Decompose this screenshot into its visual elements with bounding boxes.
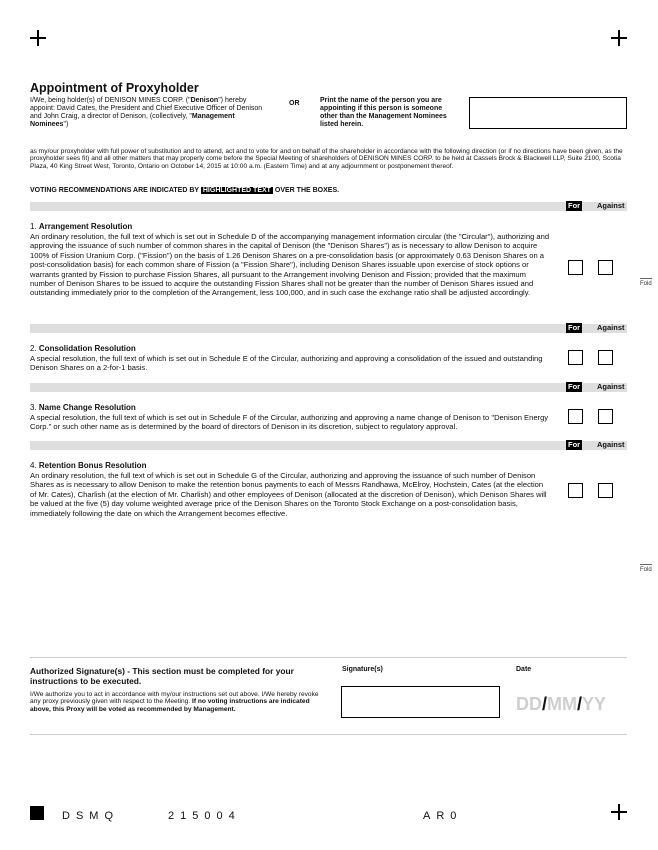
for-label: For [568, 323, 581, 332]
resolution-text: An ordinary resolution, the full text of which is set out in Schedule G of the Circular, authorizing and approving the issuance of such number of Denison Shares as is necessary to allow Denison to make the retention bonus payments to each of Messrs Randhawa, McElroy, Hochstein, Cates (at the election of Mr. Cates), Charlish (at the election of Mr. Charlish) and other employees of Denison (allocated at the discretion of Denison), which Denison Shares will be valued at the five (5) day volume weighted average price of the Denison Shares on the Toronto Stock Exchange on a post-consolidation basis, immediately following the date on which the Arrangement becomes effective. [30, 471, 547, 518]
print-name-instruction: Print the name of the person you are appointing if this person is someone other than the Management Nominees listed herein. [320, 97, 447, 128]
date-day-placeholder: DD [516, 694, 542, 714]
resolution-header-bar [30, 441, 627, 450]
registration-square [30, 806, 44, 820]
resolution-2-for-checkbox[interactable] [568, 350, 583, 365]
voting-recommendations-note: VOTING RECOMMENDATIONS ARE INDICATED BY HIGHLIGHTED TEXT OVER THE BOXES. [30, 187, 340, 194]
resolution-header-bar [30, 324, 627, 333]
or-label: OR [289, 100, 300, 107]
resolution-1-against-checkbox[interactable] [598, 260, 613, 275]
date-month-placeholder: MM [547, 694, 578, 714]
date-label: Date [516, 666, 532, 673]
against-label: Against [597, 201, 625, 210]
resolution-1-for-checkbox[interactable] [568, 260, 583, 275]
date-separator: / [577, 694, 583, 714]
against-label: Against [597, 382, 625, 391]
resolution-3-against-checkbox[interactable] [598, 409, 613, 424]
resolution-header-bar [30, 383, 627, 392]
fold-line [640, 278, 652, 279]
divider [30, 734, 627, 735]
date-input[interactable] [516, 694, 606, 715]
fold-label: Fold [640, 281, 652, 287]
resolution-text: An ordinary resolution, the full text of which is set out in Schedule D of the accompanying management information circular (the "Circular"), authorizing and approving the issuance of such number of common shares in the capital of Denison (the "Denison Shares") as is necessary to allow Denison to acquire 100% of Fission Uranium Corp. ("Fission") on the basis of 1.26 Denison Shares on a pre-consolidation basis (or approximately 0.63 Denison Shares on a post-consolidation basis) for each common share of Fission (a "Fission Share"), including Denison Shares issuable upon exercise of stock options or warrants granted by Fission to purchase Fission Shares, all pursuant to the Arrangement involving Denison and Fission; provided that the maximum number of Denison Shares to be issued to acquire the outstanding Fission Shares shall not be greater than the number of Denison Shares issued and outstanding immediately prior to the completion of the Arrangement, less 100,000, and in such case the exchange ratio shall be adjusted accordingly. [30, 232, 550, 298]
intro-paragraph: as my/our proxyholder with full power of substitution and to attend, act and to vote for and on behalf of the shareholder in accordance with the following direction (or if no directions have been given, as the proxyholder sees fit) and all other matters that may properly come before the Special Meeting of shareholders of DENISON MINES CORP. to be held at Cassels Brock & Blackwell LLP, Suite 2100, Scotia Plaza, 40 King Street West, Toronto, Ontario on October 14, 2015 at 10:00 a.m. (Eastern Time) and at any adjournment or postponement thereof. [30, 148, 623, 170]
fold-line [640, 564, 652, 565]
resolution-2-against-checkbox[interactable] [598, 350, 613, 365]
against-label: Against [597, 440, 625, 449]
fold-label: Fold [640, 567, 652, 573]
for-label: For [568, 440, 581, 449]
signature-authorization-text: I/We authorize you to act in accordance with my/our instructions set out above. I/We hereby revoke any proxy previously given with respect to the Meeting. If no voting instructions are indicated above, this Proxy will be voted as recommended by Management. [30, 691, 319, 713]
resolution-title: 3. Name Change Resolution [30, 403, 136, 412]
registration-mark-top-right [611, 30, 627, 46]
appoint-text: I/We, being holder(s) of DENISON MINES CORP. ("Denison") hereby appoint: David Cates, the President and Chief Executive Officer of Denison and John Craig, a director of Denison, (collectively, "Management Nominees") [30, 97, 263, 128]
highlighted-text-sample: HIGHLIGHTED TEXT [202, 187, 271, 194]
resolution-3-for-checkbox[interactable] [568, 409, 583, 424]
divider [30, 657, 627, 658]
proxyholder-name-input[interactable] [469, 97, 627, 129]
footer-code-2: 215004 [168, 810, 241, 822]
date-separator: / [542, 694, 548, 714]
resolution-title: 2. Consolidation Resolution [30, 344, 136, 353]
footer-code-1: DSMQ [62, 810, 119, 822]
resolution-4-for-checkbox[interactable] [568, 483, 583, 498]
resolution-title: 4. Retention Bonus Resolution [30, 461, 147, 470]
signature-input[interactable] [341, 686, 500, 718]
date-year-placeholder: YY [582, 694, 607, 714]
resolution-title: 1. Arrangement Resolution [30, 222, 133, 231]
footer-code-3: AR0 [423, 810, 463, 822]
resolution-header-bar [30, 202, 627, 211]
against-label: Against [597, 323, 625, 332]
for-label: For [568, 382, 581, 391]
registration-mark-bottom-right [611, 804, 627, 820]
for-label: For [568, 201, 581, 210]
signature-heading: Authorized Signature(s) - This section must be completed for your instructions to be executed. [30, 666, 294, 686]
page-title: Appointment of Proxyholder [30, 81, 199, 95]
resolution-text: A special resolution, the full text of which is set out in Schedule E of the Circular, authorizing and approving a consolidation of the issued and outstanding Denison Shares on a 2-for-1 basis. [30, 354, 543, 373]
resolution-4-against-checkbox[interactable] [598, 483, 613, 498]
registration-mark-top-left [30, 30, 46, 46]
signature-label: Signature(s) [342, 666, 383, 673]
resolution-text: A special resolution, the full text of which is set out in Schedule F of the Circular, authorizing and approving a name change of Denison to "Denison Energy Corp." or such other name as is determined by the board of directors of Denison in its discretion, subject to regulatory approval. [30, 413, 549, 432]
